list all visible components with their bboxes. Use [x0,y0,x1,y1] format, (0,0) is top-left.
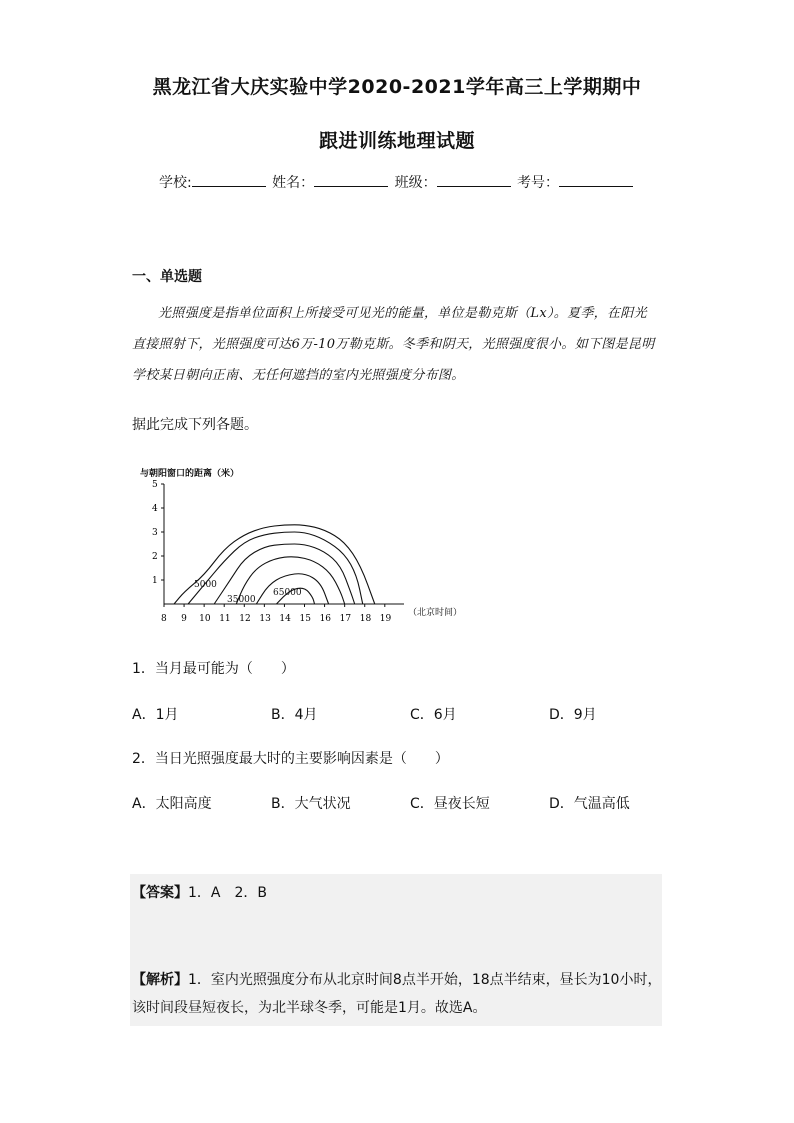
analysis-text: 1．室内光照强度分布从北京时间8点半开始，18点半结束，昼长为10小时，该时间段昼短夜长，为北半球冬季，可能是1月。故选A。 [132,972,662,1016]
exam-number-blank[interactable] [559,174,633,187]
x-tick-label: 13 [259,614,271,624]
analysis-block [132,966,662,1022]
class-label: 班级： [394,175,437,191]
class-blank[interactable] [437,174,511,187]
x-tick-label: 15 [299,614,311,624]
question-1-option-d[interactable]: D．9月 [549,707,597,723]
section-title: 一、单选题 [132,269,202,285]
y-tick-label: 4 [152,504,158,514]
x-tick-label: 11 [219,614,231,624]
answer-label: 【答案】 [132,885,188,901]
passage-text: 光照强度是指单位面积上所接受可见光的能量，单位是勒克斯（Lx）。夏季，在阳光直接照射下，光照强度可达6万-10万勒克斯。冬季和阴天，光照强度很小。如下图是昆明学校某日朝向正南、无任何遮挡的室内光照强度分布图。 [132,306,655,383]
page-title-line-1: 黑龙江省大庆实验中学2020-2021学年高三上学期期中 [152,76,642,98]
question-1-stem: 1．当月最可能为（ ） [132,661,295,677]
x-tick-label: 8 [161,614,167,624]
name-label: 姓名： [272,175,315,191]
light-intensity-chart [130,462,480,630]
question-2-stem: 2．当日光照强度最大时的主要影响因素是（ ） [132,751,449,767]
x-tick-label: 19 [379,614,392,624]
question-1-option-b[interactable]: B．4月 [271,707,318,723]
school-blank[interactable] [192,174,266,187]
question-2-option-c[interactable]: C．昼夜长短 [410,796,490,812]
x-tick-label: 12 [239,614,251,624]
y-tick-label: 5 [152,480,158,490]
question-1-option-a[interactable]: A．1月 [132,707,179,723]
x-tick-label: 18 [359,614,372,624]
answer-line [132,882,267,902]
x-tick-label: 9 [181,614,187,624]
x-tick-label: 17 [339,614,352,624]
y-tick-label: 3 [152,528,158,538]
question-2-option-b[interactable]: B．大气状况 [271,796,351,812]
exam-number-label: 考号： [517,175,560,191]
name-blank[interactable] [314,174,388,187]
x-tick-label: 16 [319,614,332,624]
answer-text: 1．A 2．B [188,885,267,901]
contour-label-5000: 5000 [194,580,217,590]
school-label: 学校: [158,175,192,191]
question-2-option-d[interactable]: D．气温高低 [549,796,630,812]
contour-label-65000: 65000 [273,588,302,598]
x-tick-label: 14 [279,614,291,624]
x-axis-label: （北京时间） [408,608,463,618]
x-tick-label: 10 [199,614,211,624]
page-title-line-2: 跟进训练地理试题 [318,130,475,152]
analysis-label: 【解析】 [132,972,188,988]
student-info-row [0,172,794,192]
y-tick-label: 1 [152,576,158,586]
question-2-option-a[interactable]: A．太阳高度 [132,796,212,812]
y-tick-label: 2 [152,552,158,562]
question-1-option-c[interactable]: C．6月 [410,707,457,723]
y-axis-label: 与朝阳窗口的距离（米） [140,469,240,479]
instruction-text: 据此完成下列各题。 [132,417,258,433]
contour-label-35000: 35000 [227,595,256,605]
